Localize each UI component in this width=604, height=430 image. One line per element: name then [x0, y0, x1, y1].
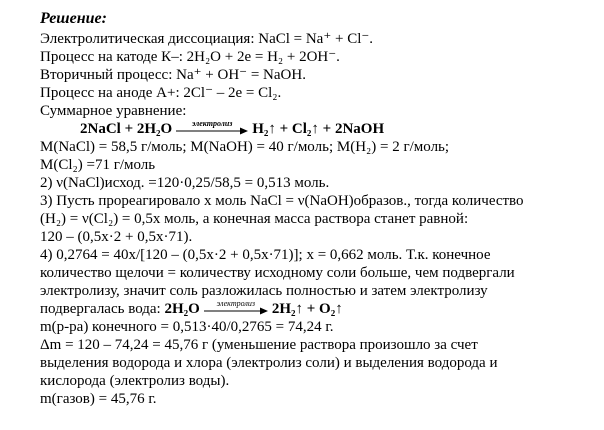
- text-line: Δm = 120 – 74,24 = 45,76 г (уменьшение раствора произошло за счет: [40, 337, 478, 353]
- text-line: электролизу, значит соль разложилась полностью и затем электролизу: [40, 283, 488, 299]
- text-line: 3) Пусть прореагировало x моль NaCl = ν(NaOH)образов., тогда количество: [40, 193, 524, 209]
- electrolysis-arrow-icon: [204, 298, 268, 317]
- text-line: 4) 0,2764 = 40x/[120 – (0,5x·2 + 0,5x·71)]; x = 0,662 моль. Т.к. конечное: [40, 247, 491, 263]
- text-line: Суммарное уравнение:: [40, 103, 187, 119]
- arrow-line: [176, 127, 248, 135]
- overall-equation: [80, 120, 384, 138]
- text-line: m(р-ра) конечного = 0,513·40/0,2765 = 74,24 г.: [40, 319, 334, 335]
- equation-products: H₂↑ + Cl₂↑ + 2NaOH: [252, 121, 385, 137]
- arrow-label: электролиз: [192, 118, 233, 128]
- equation-reactants: 2NaCl + 2H₂O: [80, 121, 173, 137]
- text-line: Электролитическая диссоциация: NaCl = Na⁺ + Cl⁻.: [40, 31, 374, 47]
- text-line: m(газов) = 45,76 г.: [40, 391, 157, 407]
- equation-reactants: 2H₂O: [164, 301, 200, 317]
- text-fragment: подвергалась вода:: [40, 301, 165, 317]
- text-line: M(Cl₂) =71 г/моль: [40, 157, 156, 173]
- equation-products: 2H₂↑ + O₂↑: [271, 301, 343, 317]
- text-line: Процесс на катоде К–: 2H₂O + 2e = H₂ + 2OH⁻.: [40, 49, 340, 65]
- text-line: кислорода (электролиз воды).: [40, 373, 230, 389]
- text-line: Процесс на аноде А+: 2Cl⁻ – 2e = Cl₂.: [40, 85, 282, 101]
- water-electrolysis-line: [40, 300, 343, 318]
- text-line: M(NaCl) = 58,5 г/моль; M(NaOH) = 40 г/моль; M(H₂) = 2 г/моль;: [40, 139, 450, 155]
- text-line: 120 – (0,5x·2 + 0,5x·71).: [40, 229, 193, 245]
- text-line: Вторичный процесс: Na⁺ + OH⁻ = NaOH.: [40, 67, 306, 83]
- text-line: (H₂) = ν(Cl₂) = 0,5x моль, а конечная масса раствора станет равной:: [40, 211, 469, 227]
- text-line: количество щелочи = количеству исходному соли больше, чем подвергали: [40, 265, 515, 281]
- text-line: выделения водорода и хлора (электролиз соли) и выделения водорода и: [40, 355, 498, 371]
- arrow-label: электролиз: [216, 298, 255, 308]
- solution-title: Решение:: [40, 10, 107, 27]
- text-line: 2) ν(NaCl)исход. =120·0,25/58,5 = 0,513 моль.: [40, 175, 330, 191]
- electrolysis-arrow-icon: [176, 118, 248, 137]
- arrow-line: [204, 307, 268, 315]
